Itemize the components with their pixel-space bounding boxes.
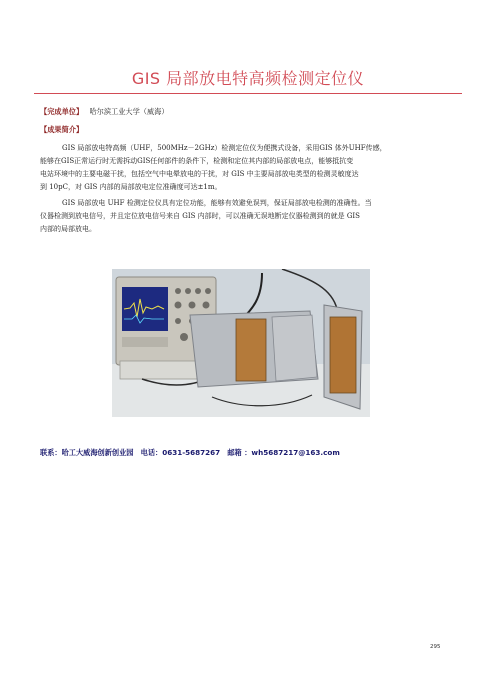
paragraph-line: 到 10pC，对 GIS 内部的局部放电定位准确度可达±1m。 — [40, 183, 222, 191]
paragraph-line: 仪器检测到放电信号，并且定位放电信号来自 GIS 内部时，可以准确无误地断定仪器检测到的就是 GIS — [40, 212, 360, 220]
paragraph-line: GIS 局部放电特高频（UHF，500MHz－2GHz）检测定位仪为便携式设备，采用GIS 体外UHF传感， — [62, 144, 387, 152]
title-divider — [34, 93, 462, 94]
paragraph-line: 能够在GIS正常运行时无需拆动GIS任何部件的条件下，检测和定位其内部的局部放电点，能够抵抗变 — [40, 157, 354, 165]
page-title: GIS 局部放电特高频检测定位仪 — [131, 69, 365, 88]
page-number: 295 — [430, 644, 441, 650]
paragraph-line: 内部的局部放电。 — [40, 225, 96, 233]
summary-label: 【成果简介】 — [40, 125, 84, 134]
device-photo-illustration — [112, 269, 370, 417]
unit-label: 【完成单位】 — [40, 107, 84, 116]
device-photo — [112, 269, 370, 417]
contact-info: 联系：哈工大威海创新创业园 电话：0631-5687267 邮箱 ：wh5687217@163.com — [40, 448, 340, 457]
unit-row — [40, 107, 169, 117]
paragraph-line: 电站环境中的主要电磁干扰，包括空气中电晕放电的干扰，对 GIS 中主要局部放电类型的检测灵敏度达 — [40, 170, 359, 178]
summary-row — [40, 125, 83, 135]
paragraph-line: GIS 局部放电 UHF 检测定位仪具有定位功能，能够有效避免误判，保证局部放电检测的准确性。当 — [62, 199, 372, 207]
unit-value: 哈尔滨工业大学（威海） — [89, 107, 169, 116]
